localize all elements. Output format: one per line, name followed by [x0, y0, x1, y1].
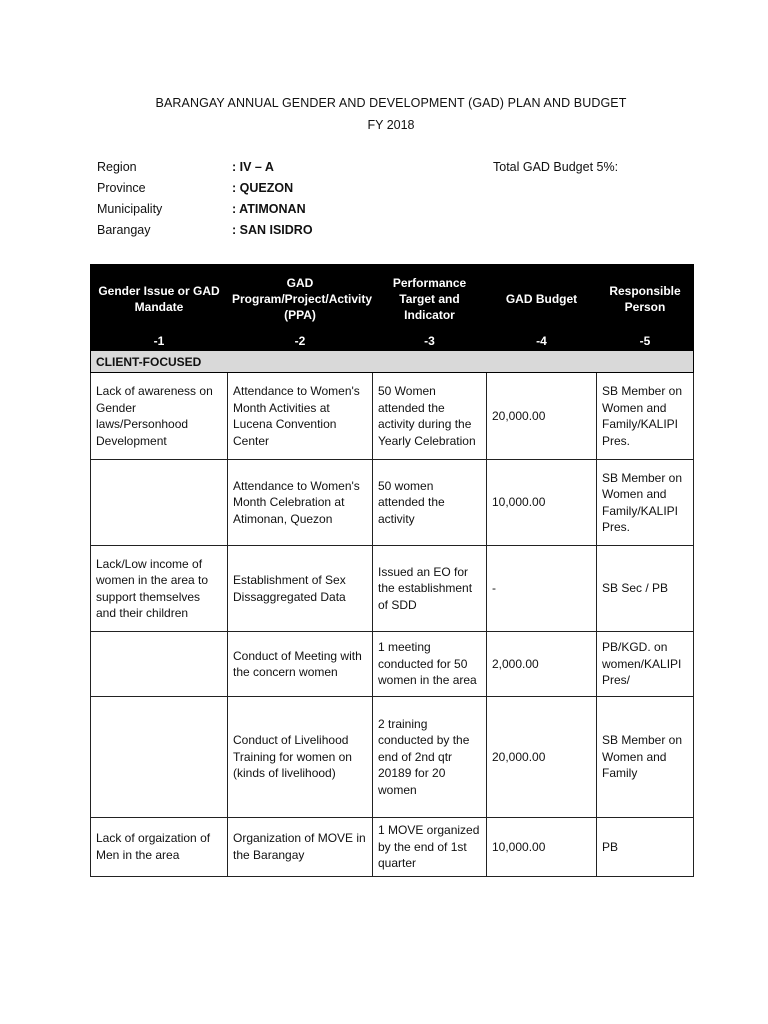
info-row-municipality [97, 202, 397, 220]
cell-ppa: Attendance to Women's Month Celebration at Atimonan, Quezon [228, 460, 373, 546]
column-number-row [91, 333, 694, 351]
table-row [91, 818, 694, 877]
total-gad-budget-label: Total GAD Budget 5%: [493, 160, 619, 174]
info-label: Region [97, 160, 137, 174]
cell-target: 1 MOVE organized by the end of 1st quarter [373, 818, 487, 877]
cell-budget: 2,000.00 [487, 632, 597, 697]
info-value: : QUEZON [232, 181, 294, 195]
column-number: -3 [373, 333, 487, 351]
cell-target: 50 women attended the activity [373, 460, 487, 546]
info-row-region [97, 160, 397, 178]
cell-issue [91, 460, 228, 546]
column-header-person: Responsible Person [597, 265, 694, 333]
section-label: CLIENT-FOCUSED [91, 351, 694, 373]
fiscal-year: FY 2018 [367, 118, 415, 132]
cell-ppa: Establishment of Sex Dissaggregated Data [228, 546, 373, 632]
table-row [91, 546, 694, 632]
column-header-target: Performance Target and Indicator [373, 265, 487, 333]
cell-issue [91, 632, 228, 697]
info-value: : SAN ISIDRO [232, 223, 313, 237]
info-label: Municipality [97, 202, 163, 216]
table-header-row [91, 265, 694, 333]
column-number: -1 [91, 333, 228, 351]
cell-person: SB Member on Women and Family/KALIPI Pres. [597, 373, 694, 460]
cell-ppa: Organization of MOVE in the Barangay [228, 818, 373, 877]
column-header-ppa: GAD Program/Project/Activity (PPA) [228, 265, 373, 333]
info-value: : ATIMONAN [232, 202, 306, 216]
cell-issue: Lack of orgaization of Men in the area [91, 818, 228, 877]
cell-target: 2 training conducted by the end of 2nd qtr 20189 for 20 women [373, 697, 487, 818]
cell-person: PB [597, 818, 694, 877]
cell-target: 50 Women attended the activity during the Yearly Celebration [373, 373, 487, 460]
cell-budget: 20,000.00 [487, 697, 597, 818]
cell-ppa: Conduct of Livelihood Training for women on (kinds of livelihood) [228, 697, 373, 818]
cell-target: 1 meeting conducted for 50 women in the area [373, 632, 487, 697]
section-row [91, 351, 694, 373]
info-value: : IV – A [232, 160, 274, 174]
column-number: -5 [597, 333, 694, 351]
cell-ppa: Conduct of Meeting with the concern women [228, 632, 373, 697]
column-header-budget: GAD Budget [487, 265, 597, 333]
cell-budget: 10,000.00 [487, 818, 597, 877]
table-row [91, 373, 694, 460]
column-header-issue: Gender Issue or GAD Mandate [91, 265, 228, 333]
cell-budget: 20,000.00 [487, 373, 597, 460]
cell-issue [91, 697, 228, 818]
info-row-province [97, 181, 397, 199]
cell-issue: Lack of awareness on Gender laws/Personhood Development [91, 373, 228, 460]
cell-ppa: Attendance to Women's Month Activities at Lucena Convention Center [228, 373, 373, 460]
cell-budget: 10,000.00 [487, 460, 597, 546]
gad-plan-table [90, 264, 694, 877]
cell-person: SB Member on Women and Family/KALIPI Pres. [597, 460, 694, 546]
cell-issue: Lack/Low income of women in the area to support themselves and their children [91, 546, 228, 632]
info-label: Province [97, 181, 146, 195]
info-row-barangay [97, 223, 397, 241]
cell-person: PB/KGD. on women/KALIPI Pres/ [597, 632, 694, 697]
table-row [91, 460, 694, 546]
column-number: -2 [228, 333, 373, 351]
table-row [91, 697, 694, 818]
column-number: -4 [487, 333, 597, 351]
info-label: Barangay [97, 223, 151, 237]
table-row [91, 632, 694, 697]
cell-person: SB Member on Women and Family [597, 697, 694, 818]
cell-person: SB Sec / PB [597, 546, 694, 632]
document-title: BARANGAY ANNUAL GENDER AND DEVELOPMENT (GAD) PLAN AND BUDGET [155, 96, 627, 110]
cell-target: Issued an EO for the establishment of SDD [373, 546, 487, 632]
cell-budget: - [487, 546, 597, 632]
